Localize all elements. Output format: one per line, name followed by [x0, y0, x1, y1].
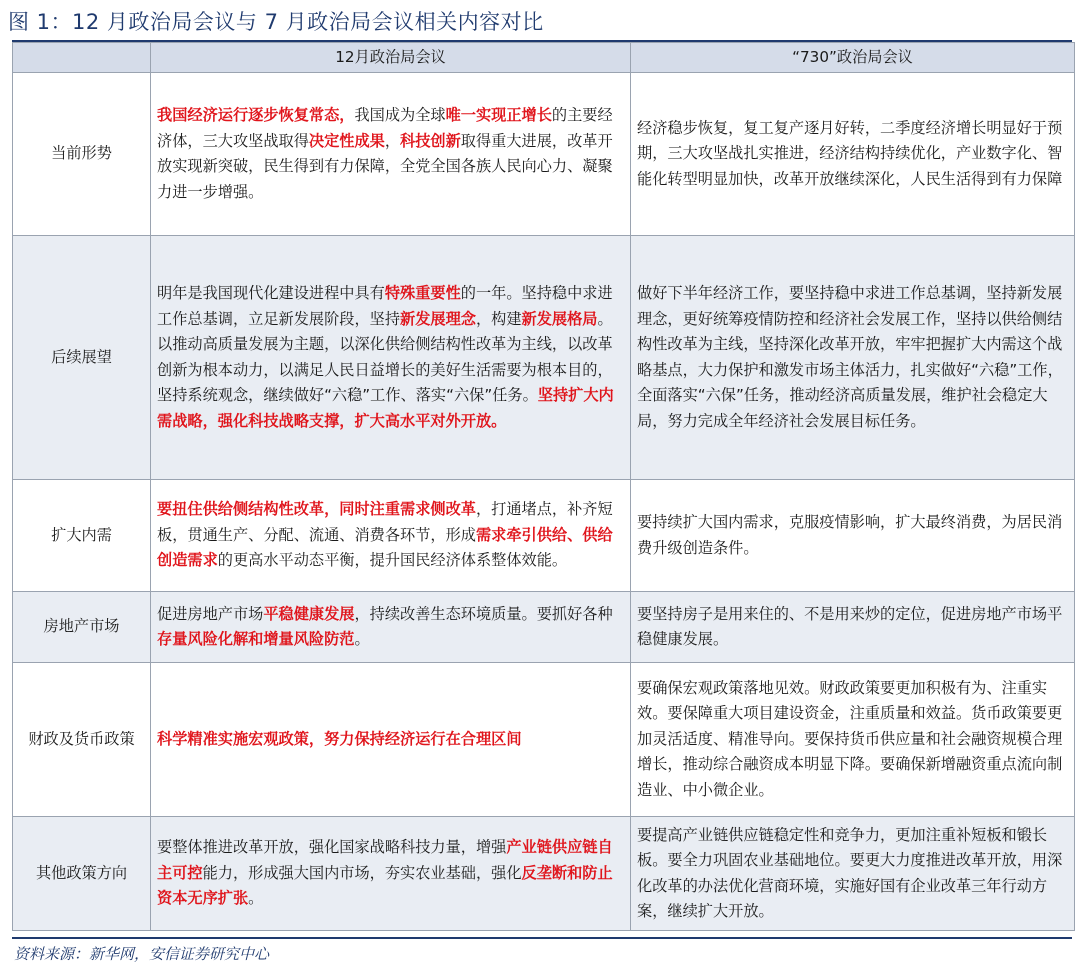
- body-text: 要整体推进改革开放，强化国家战略科技力量，增强: [157, 838, 507, 857]
- body-text: 促进房地产市场: [157, 604, 264, 623]
- figure-title: 图 1：12 月政治局会议与 7 月政治局会议相关内容对比: [8, 10, 544, 34]
- december-cell: [151, 480, 631, 592]
- december-cell: [151, 236, 631, 480]
- row-label: 财政及货币政策: [13, 663, 151, 817]
- source-divider: [12, 937, 1072, 939]
- header-corner: [13, 43, 151, 73]
- body-text: 的主要经济体，三大攻坚战取得: [157, 106, 613, 150]
- table-row: [13, 73, 1075, 236]
- december-cell: [151, 817, 631, 931]
- table-row: [13, 663, 1075, 817]
- body-text: ，持续改善生态环境质量。要抓好各种: [354, 604, 613, 623]
- highlight-text: 需求牵引供给、供给创造需求: [157, 525, 613, 570]
- row-label: 扩大内需: [13, 480, 151, 592]
- july-cell: 要持续扩大国内需求，克服疫情影响，扩大最终消费，为居民消费升级创造条件。: [631, 480, 1075, 592]
- highlight-text: 唯一实现正增长: [445, 106, 552, 124]
- highlight-text: 新发展理念: [400, 309, 476, 328]
- december-cell: [151, 663, 631, 817]
- table-row: [13, 236, 1075, 480]
- july-cell: 要确保宏观政策落地见效。财政政策要更加积极有为、注重实效。要保障重大项目建设资金，注重质量和效益。货币政策要更加灵活适度、精准导向。要保持货币供应量和社会融资规模合理增长，推动综合融资成本明显下降。要确保新增融资重点流向制造业、中小微企业。: [631, 663, 1075, 817]
- highlight-text: 决定性成果: [308, 131, 385, 150]
- highlight-text: 科技创新: [400, 131, 461, 150]
- body-text: 的一年。坚持稳中求进工作总基调，立足新发展阶段，坚持: [157, 284, 613, 328]
- body-text: 。以推动高质量发展为主题，以深化供给侧结构性改革为主线，以改革创新为根本动力，以满足人民日益增长的美好生活需要为根本目的，坚持系统观念，继续做好“六稳”工作、落实“六保”任务。: [157, 309, 613, 404]
- table-row: [13, 817, 1075, 931]
- december-cell: [151, 73, 631, 236]
- body-text: ，打通堵点，补齐短板，贯通生产、分配、流通、消费各环节，形成: [157, 500, 613, 544]
- highlight-text: 科学精准实施宏观政策，努力保持经济运行在合理区间: [157, 729, 522, 748]
- highlight-text: 坚持扩大内需战略，强化科技战略支撑，扩大高水平对外开放。: [157, 386, 614, 430]
- highlight-text: 要扭住供给侧结构性改革，同时注重需求侧改革: [157, 500, 476, 519]
- july-cell: 经济稳步恢复，复工复产逐月好转，二季度经济增长明显好于预期，三大攻坚战扎实推进，经济结构持续优化，产业数字化、智能化转型明显加快，改革开放继续深化，人民生活得到有力保障: [631, 73, 1075, 236]
- highlight-text: 存量风险化解和增量风险防范: [157, 630, 355, 648]
- row-label: 其他政策方向: [13, 817, 151, 931]
- body-text: 。: [354, 630, 370, 648]
- row-label: 当前形势: [13, 73, 151, 236]
- table-row: [13, 592, 1075, 663]
- body-text: 我国成为全球: [354, 106, 446, 124]
- body-text: 的更高水平动态平衡，提升国民经济体系整体效能。: [217, 551, 568, 570]
- body-text: 能力，形成强大国内市场，夯实农业基础，强化: [202, 863, 522, 882]
- row-label: 房地产市场: [13, 592, 151, 663]
- row-label: 后续展望: [13, 236, 151, 480]
- source-note: 资料来源：新华网，安信证券研究中心: [14, 945, 270, 963]
- table-row: [13, 480, 1075, 592]
- highlight-text: 产业链供应链自主可控: [157, 838, 613, 882]
- highlight-text: 反垄断和防止资本无序扩张: [157, 863, 613, 908]
- highlight-text: 新发展格局: [521, 309, 598, 328]
- body-text: 明年是我国现代化建设进程中具有: [157, 284, 385, 302]
- header-december: 12月政治局会议: [151, 43, 631, 73]
- highlight-text: 平稳健康发展: [263, 604, 355, 623]
- july-cell: 要坚持房子是用来住的、不是用来炒的定位，促进房地产市场平稳健康发展。: [631, 592, 1075, 663]
- highlight-text: 特殊重要性: [384, 284, 461, 302]
- comparison-table: [12, 42, 1075, 931]
- highlight-text: 我国经济运行逐步恢复常态，: [157, 106, 355, 124]
- header-row: [13, 43, 1075, 73]
- body-text: 取得重大进展，改革开放实现新突破，民生得到有力保障，全党全国各族人民向心力、凝聚力进一步增强。: [157, 131, 613, 201]
- july-cell: 要提高产业链供应链稳定性和竞争力，更加注重补短板和锻长板。要全力巩固农业基础地位。要更大力度推进改革开放，用深化改革的办法优化营商环境，实施好国有企业改革三年行动方案，继续扩大开放。: [631, 817, 1075, 931]
- body-text: ，构建: [475, 309, 522, 328]
- header-july: “730”政治局会议: [631, 43, 1075, 73]
- july-cell: 做好下半年经济工作，要坚持稳中求进工作总基调，坚持新发展理念，更好统筹疫情防控和经济社会发展工作，坚持以供给侧结构性改革为主线，坚持深化改革开放，牢牢把握扩大内需这个战略基点，大力保护和激发市场主体活力，扎实做好“六稳”工作，全面落实“六保”任务，推动经济高质量发展，维护社会稳定大局，努力完成全年经济社会发展目标任务。: [631, 236, 1075, 480]
- body-text: ，: [384, 131, 400, 150]
- body-text: 。: [248, 889, 264, 908]
- december-cell: [151, 592, 631, 663]
